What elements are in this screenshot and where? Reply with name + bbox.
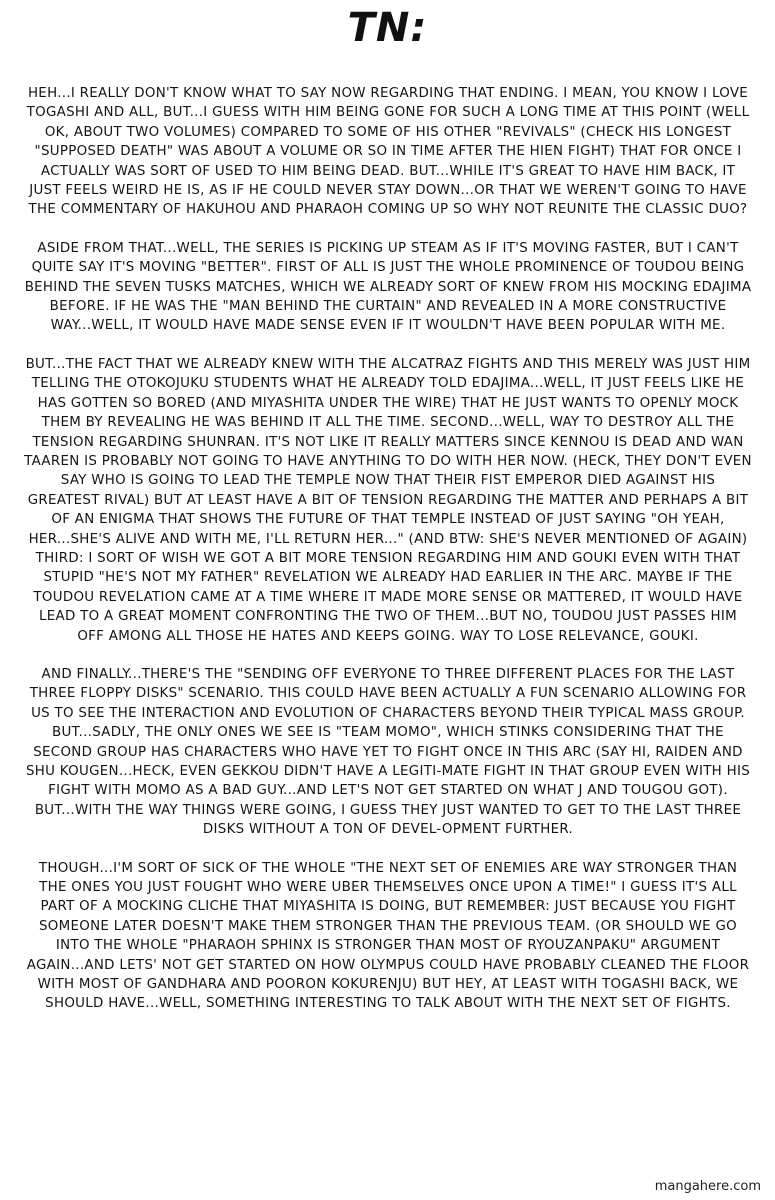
page-title: TN: xyxy=(347,5,428,51)
site-watermark: mangahere.com xyxy=(654,1179,761,1194)
note-paragraph-1: HEH...I REALLY DON'T KNOW WHAT TO SAY NOW REGARDING THAT ENDING. I MEAN, YOU KNOW I LOVE TOGASHI AND ALL, BUT...I GUESS WITH HIM BEING GONE FOR SUCH A LONG TIME AT THIS POINT (WELL OK, ABOUT TWO VOLUMES) COMPARED TO SOME OF HIS OTHER "REVIVALS" (CHECK HIS LONGEST "SUPPOSED DEATH" WAS ABOUT A VOLUME OR SO IN TIME AFTER THE HIEN FIGHT) THAT FOR ONCE I ACTUALLY WAS SORT OF USED TO HIM BEING DEAD. BUT...WHILE IT'S GREAT TO HAVE HIM BACK, IT JUST FEELS WEIRD HE IS, AS IF HE COULD NEVER STAY DOWN...OR THAT WE WEREN'T GOING TO HAVE THE COMMENTARY OF HAKUHOU AND PHARAOH COMING UP SO WHY NOT REUNITE THE CLASSIC DUO? xyxy=(26,86,750,218)
note-paragraph-3: BUT...THE FACT THAT WE ALREADY KNEW WITH THE ALCATRAZ FIGHTS AND THIS MERELY WAS JUST HIM TELLING THE OTOKOJUKU STUDENTS WHAT HE ALREADY TOLD EDAJIMA...WELL, IT JUST FEELS LIKE HE HAS GOTTEN SO BORED (AND MIYASHITA UNDER THE WIRE) THAT HE JUST WANTS TO OPENLY MOCK THEM BY REVEALING HE WAS BEHIND IT ALL THE TIME. SECOND...WELL, WAY TO DESTROY ALL THE TENSION REGARDING SHUNRAN. IT'S NOT LIKE IT REALLY MATTERS SINCE KENNOU IS DEAD AND WAN TAAREN IS PROBABLY NOT GOING TO HAVE ANYTHING TO DO WITH HER NOW. (HECK, THEY DON'T EVEN SAY WHO IS GOING TO LEAD THE TEMPLE NOW THAT THEIR FIST EMPEROR DIED AGAINST HIS GREATEST RIVAL) BUT AT LEAST HAVE A BIT OF TENSION REGARDING THE MATTER AND PERHAPS A BIT OF AN ENIGMA THAT SHOWS THE FUTURE OF THAT TEMPLE INSTEAD OF JUST SAYING "OH YEAH, HER...SHE'S ALIVE AND WITH ME, I'LL RETURN HER..." (AND BTW: SHE'S NEVER MENTIONED OF AGAIN) THIRD: I SORT OF WISH WE GOT A BIT MORE TENSION REGARDING HIM AND GOUKI EVEN WITH THAT STUPID "HE'S NOT MY FATHER" REVELATION WE ALREADY HAD EARLIER IN THE ARC. MAYBE IF THE TOUDOU REVELATION CAME AT A TIME WHERE IT MADE MORE SENSE OR MATTERED, IT WOULD HAVE LEAD TO A GREAT MOMENT CONFRONTING THE TWO OF THEM...BUT NO, TOUDOU JUST PASSES HIM OFF AMONG ALL THOSE HE HATES AND KEEPS GOING. WAY TO LOSE RELEVANCE, GOUKI. xyxy=(24,356,752,644)
note-paragraph-5: THOUGH...I'M SORT OF SICK OF THE WHOLE "THE NEXT SET OF ENEMIES ARE WAY STRONGER THAN THE ONES YOU JUST FOUGHT WHO WERE UBER THEMSELVES ONCE UPON A TIME!" I GUESS IT'S ALL PART OF A MOCKING CLICHE THAT MIYASHITA IS DOING, BUT REMEMBER: JUST BECAUSE YOU FIGHT SOMEONE LATER DOESN'T MAKE THEM STRONGER THAN THE PREVIOUS TEAM. (OR SHOULD WE GO INTO THE WHOLE "PHARAOH SPHINX IS STRONGER THAN MOST OF RYOUZANPAKU" ARGUMENT AGAIN...AND LETS' NOT GET STARTED ON HOW OLYMPUS COULD HAVE PROBABLY CLEANED THE FLOOR WITH MOST OF GANDHARA AND POORON KOKURENJU) BUT HEY, AT LEAST WITH TOGASHI BACK, WE SHOULD HAVE...WELL, SOMETHING INTERESTING TO TALK ABOUT WITH THE NEXT SET OF FIGHTS. xyxy=(26,860,750,1012)
note-paragraph-2: ASIDE FROM THAT...WELL, THE SERIES IS PICKING UP STEAM AS IF IT'S MOVING FASTER, BUT I CAN'T QUITE SAY IT'S MOVING "BETTER". FIRST OF ALL IS JUST THE WHOLE PROMINENCE OF TOUDOU BEING BEHIND THE SEVEN TUSKS MATCHES, WHICH WE ALREADY SORT OF KNEW FROM HIS MOCKING EDAJIMA BEFORE. IF HE WAS THE "MAN BEHIND THE CURTAIN" AND REVEALED IN A MORE CONSTRUCTIVE WAY...WELL, IT WOULD HAVE MADE SENSE EVEN IF IT WOULDN'T HAVE BEEN POPULAR WITH ME. xyxy=(24,240,752,334)
note-paragraph-4: AND FINALLY...THERE'S THE "SENDING OFF EVERYONE TO THREE DIFFERENT PLACES FOR THE LAST THREE FLOPPY DISKS" SCENARIO. THIS COULD HAVE BEEN ACTUALLY A FUN SCENARIO ALLOWING FOR US TO SEE THE INTERACTION AND EVOLUTION OF CHARACTERS BEYOND THEIR TYPICAL MASS GROUP. BUT...SADLY, THE ONLY ONES WE SEE IS "TEAM MOMO", WHICH STINKS CONSIDERING THAT THE SECOND GROUP HAS CHARACTERS WHO HAVE YET TO FIGHT ONCE IN THIS ARC (SAY HI, RAIDEN AND SHU KOUGEN...HECK, EVEN GEKKOU DIDN'T HAVE A LEGITI-MATE FIGHT IN THAT GROUP EVEN WITH HIS FIGHT WITH MOMO AS A BAD GUY...AND LET'S NOT GET STARTED ON WHAT J AND TOUGOU GOT). BUT...WITH THE WAY THINGS WERE GOING, I GUESS THEY JUST WANTED TO GET TO THE LAST THREE DISKS WITHOUT A TON OF DEVEL-OPMENT FURTHER. xyxy=(25,666,751,838)
note-body xyxy=(24,84,752,1033)
